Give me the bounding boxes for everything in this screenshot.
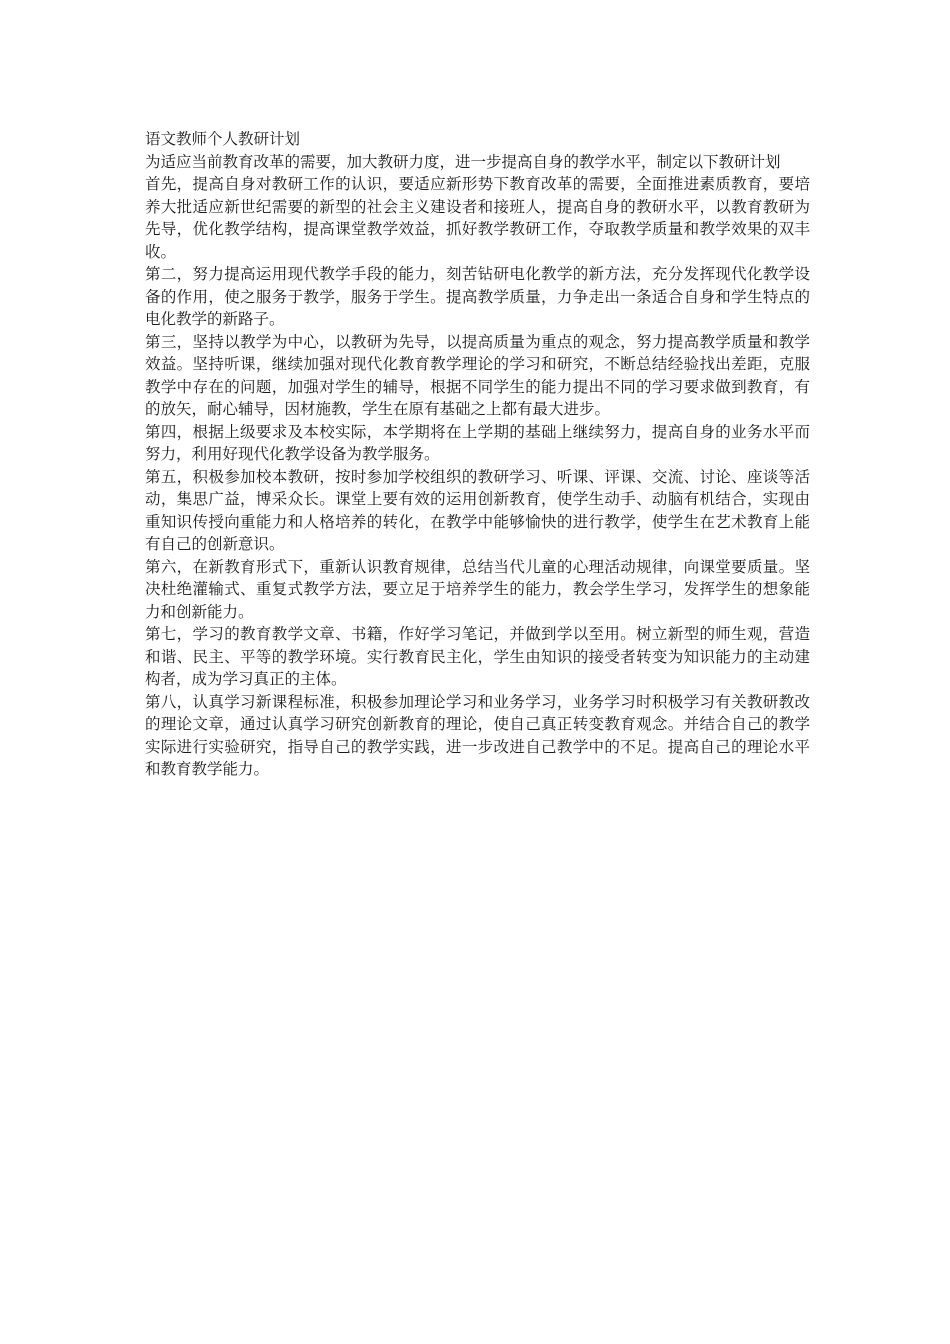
- document-body: [145, 128, 810, 781]
- paragraph-fifth: 第五，积极参加校本教研，按时参加学校组织的教研学习、听课、评课、交流、讨论、座谈等活动，集思广益，博采众长。课堂上要有效的运用创新教育，使学生动手、动脑有机结合，实现由重知识传授向重能力和人格培养的转化，在教学中能够愉快的进行教学，使学生在艺术教育上能有自己的创新意识。: [145, 467, 810, 553]
- document-title: 语文教师个人教研计划: [145, 130, 301, 148]
- paragraph-second: 第二，努力提高运用现代教学手段的能力，刻苦钻研电化教学的新方法，充分发挥现代化教学设备的作用，使之服务于教学，服务于学生。提高教学质量，力争走出一条适合自身和学生特点的电化教学的新路子。: [145, 265, 810, 328]
- paragraph-intro: 为适应当前教育改革的需要，加大教研力度，进一步提高自身的教学水平，制定以下教研计划: [145, 152, 781, 171]
- paragraph-eighth: 第八，认真学习新课程标准，积极参加理论学习和业务学习，业务学习时积极学习有关教研教改的理论文章，通过认真学习研究创新教育的理论，使自己真正转变教育观念。并结合自己的教学实际进行实验研究，指导自己的教学实践，进一步改进自己教学中的不足。提高自己的理论水平和教育教学能力。: [145, 692, 810, 778]
- paragraph-third: 第三，坚持以教学为中心，以教研为先导，以提高质量为重点的观念，努力提高教学质量和教学效益。坚持听课，继续加强对现代化教育教学理论的学习和研究，不断总结经验找出差距，克服教学中存在的问题，加强对学生的辅导，根据不同学生的能力提出不同的学习要求做到教育，有的放矢，耐心辅导，因材施教，学生在原有基础之上都有最大进步。: [145, 332, 810, 418]
- paragraph-first: 首先，提高自身对教研工作的认识，要适应新形势下教育改革的需要，全面推进素质教育，要培养大批适应新世纪需要的新型的社会主义建设者和接班人，提高自身的教研水平，以教育教研为先导，优化教学结构，提高课堂教学效益，抓好教学教研工作，夺取教学质量和教学效果的双丰收。: [145, 175, 810, 261]
- paragraph-fourth: 第四，根据上级要求及本校实际，本学期将在上学期的基础上继续努力，提高自身的业务水平而努力，利用好现代化教学设备为教学服务。: [145, 422, 810, 463]
- paragraph-seventh: 第七，学习的教育教学文章、书籍，作好学习笔记，并做到学以至用。树立新型的师生观，营造和谐、民主、平等的教学环境。实行教育民主化，学生由知识的接受者转变为知识能力的主动建构者，成为学习真正的主体。: [145, 625, 810, 688]
- paragraph-sixth: 第六，在新教育形式下，重新认识教育规律，总结当代儿童的心理活动规律，向课堂要质量。坚决杜绝灌输式、重复式教学方法，要立足于培养学生的能力，教会学生学习，发挥学生的想象能力和创新能力。: [145, 557, 810, 621]
